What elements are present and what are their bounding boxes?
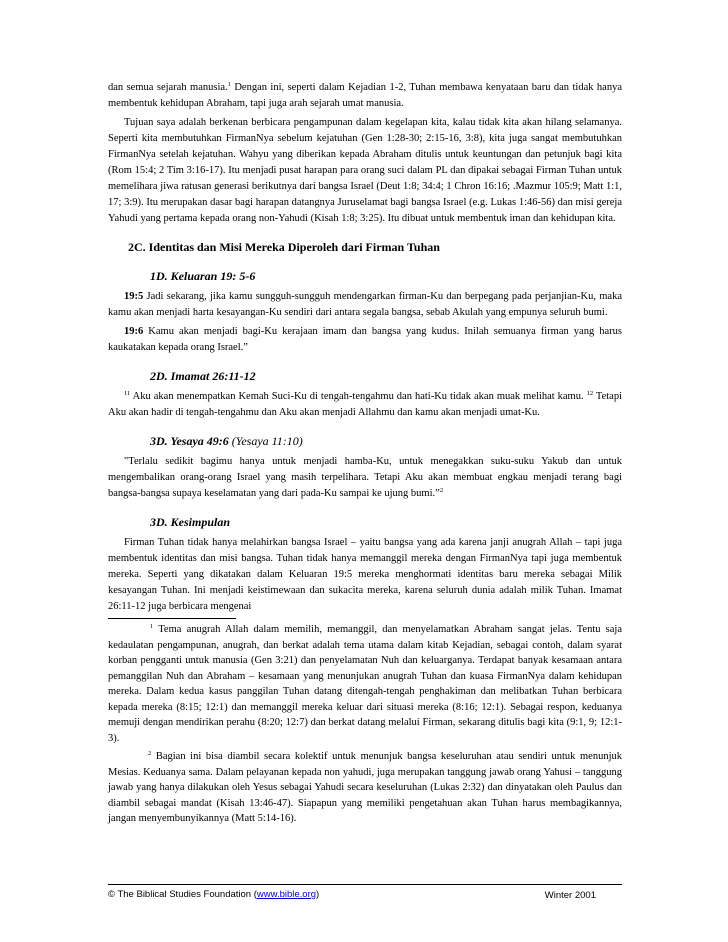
verse-26-11-12 — [108, 389, 622, 421]
footnote-ref-1[interactable]: 1 — [227, 81, 231, 88]
paragraph-tujuan: Tujuan saya adalah berkenan berbicara pengampunan dalam kegelapan kita, kalau tidak kita akan hilang selamanya. Seperti kita membutuhkan FirmanNya sebelum kejatuhan (Gen 1:28-30; 2:15-16, 3:8), kita juga sangat membutuhkan FirmanNya setelah kejatuhan. Wahyu yang diberikan kepada Abraham ditulis untuk keuntungan dan petunjuk bagi kita (Rom 15:4; 2 Tim 3:16-17). Itu menjadi pusat harapan para orang suci dalam PL dan dipakai sebagai Firman Tuhan untuk memelihara jiwa ratusan generasi berikutnya dari bangsa Israel (Deut 1:8; 34:4; 1 Chron 16:16; .Mazmur 105:9; Matt 1:1, 17; 3:9). Itu merupakan dasar bagi harapan datangnya Juruselamat bagi bangsa Israel (e.g. Lukas 1:46-56) dan misi gereja Yahudi yang pertama kepada orang non-Yahudi (Kisah 1:8; 3:25). Itu dibuat untuk membentuk iman dan kehidupan kita. — [108, 117, 622, 224]
verse-number: 19:6 — [124, 326, 144, 337]
copyright-text: © The Biblical Studies Foundation ( — [108, 889, 257, 900]
footnote-1 — [108, 622, 622, 746]
bible-org-link[interactable]: www.bible.org — [256, 889, 317, 900]
verse-number: 11 — [124, 390, 131, 397]
verse-yesaya — [108, 454, 622, 502]
footnote-ref-2[interactable]: 2 — [439, 487, 444, 494]
heading-text: 3D. Yesaya 49:6 — [150, 434, 229, 448]
footnote-text: Bagian ini bisa diambil secara kolektif untuk menunjuk bangsa keseluruhan atau sendiri untuk menunjuk Mesias. Keduanya sama. Dalam pelayanan kepada non yahudi, juga merupakan tanggung jawab orang Yahusi – tanggung jawab yang hanya dilakukan oleh Yesus sebagai Yahudi secara keseluruhan (Lukas 2:32) dan dinyatakan oleh Paulus dan diambil sebagai mandat (Kisah 13:46-47). Siapapun yang memiliki pengetahuan akan Tuhan harus membagikannya, jangan menyembunyikannya (Matt 5:14-16). — [108, 751, 622, 824]
verse-text: "Terlalu sedikit bagimu hanya untuk menjadi hamba-Ku, untuk menegakkan suku-suku Yakub dan untuk mengembalikan orang-orang Israel yang masih terpelihara. Tetapi Aku akan membuat engkau menjadi terang bagi bangsa-bangsa supaya keselamatan yang dari pada-Ku sampai ke ujung bumi.” — [108, 456, 622, 499]
verse-text: Jadi sekarang, jika kamu sungguh-sungguh mendengarkan firman-Ku dan berpegang pada perjanjian-Ku, maka kamu akan menjadi harta kesayangan-Ku sendiri dari antara segala bangsa, sebab Akulah yang empunya seluruh bumi. — [108, 291, 622, 318]
subsection-heading-1d: 1D. Keluaran 19: 5-6 — [150, 269, 256, 283]
subsection-heading-3d — [150, 432, 622, 450]
verse-number: 19:5 — [124, 291, 144, 302]
footnote-divider — [108, 618, 236, 619]
footer-date: Winter 2001 — [544, 890, 596, 901]
copyright-close: ) — [316, 889, 320, 900]
footnote-text: Tema anugrah Allah dalam memilih, memanggil, dan menyelamatkan Abraham sangat jelas. Tentu saja kedaulatan pengampunan, anugrah, dan berkat adalah tema utama dalam kitab Kejadian, sebagai contoh, dalam syarat korban pengganti untuk manusia (Gen 3:21) dan penyelamatan Nuh dan keluarganya. Terdapat banyak kesamaan antara pemanggilan Nuh dan Abraham – kesamaan yang menunjukan anugrah Tuhan dan kuasa FirmanNya dalam kehidupan mereka. Dalam kedua kasus panggilan Tuhan datang ditengah-tengah penghakiman dan melibatkan Tuhan berbicara kepada mereka (8:15; 12:1) dan memanggil mereka keluar dari situasi mereka (8:16; 12:1). Sebagai respon, keduanya memuji dengan mendirikan perahu (8:20; 12:7) dan berkat datang melalui Firman, sekarang ditulis bagi kita (9:1, 9; 12:1-3). — [108, 624, 622, 744]
verse-text: Aku akan menempatkan Kemah Suci-Ku di tengah-tengahmu dan hati-Ku tidak akan muak melihat kamu. — [130, 391, 584, 402]
verse-text: Kamu akan menjadi bagi-Ku kerajaan imam dan bangsa yang kudus. Inilah semuanya firman yang harus kaukatakan kepada orang Israel.” — [108, 326, 622, 353]
text: dan semua sejarah manusia. — [108, 82, 228, 93]
document-page — [108, 80, 622, 827]
footnote-2 — [108, 749, 622, 827]
verse-19-5 — [108, 289, 622, 321]
paragraph-intro — [108, 80, 622, 112]
footnote-number: 1 — [150, 623, 154, 630]
paragraph-kesimpulan: Firman Tuhan tidak hanya melahirkan bangsa Israel – yaitu bangsa yang ada karena janji anugrah Allah – tapi juga membentuk identitas dan misi bangsa. Tuhan tidak hanya memanggil mereka dengan FirmanNya tapi juga membentuk mereka. Seperti yang dikatakan dalam Keluaran 19:5 mereka menghormati identitas baru mereka sebagai Milik kesayangan Tuhan. Ini menjadi keistimewaan dan sukacita mereka, karena seluruh dunia adalah milik Tuhan. Imamat 26:11-12 juga berbicara mengenai — [108, 537, 622, 612]
subsection-heading-2d: 2D. Imamat 26:11-12 — [150, 369, 256, 383]
footnote-number: 2 — [148, 750, 152, 757]
heading-reference: (Yesaya 11:10) — [228, 434, 303, 448]
verse-text: Tetapi Aku akan hadir di tengah-tengahmu dan Aku akan menjadi Allahmu dan kamu akan menjadi umat-Ku. — [108, 391, 622, 418]
page-footer — [108, 884, 622, 900]
subsection-heading-kesimpulan: 3D. Kesimpulan — [150, 515, 231, 529]
section-heading-2c: 2C. Identitas dan Misi Mereka Diperoleh dari Firman Tuhan — [128, 240, 440, 254]
verse-19-6 — [108, 324, 622, 356]
verse-number: 12 — [586, 390, 594, 397]
text: Dengan ini, seperti dalam Kejadian 1-2, Tuhan membawa kenyataan baru dan tidak hanya membentuk kehidupan Abraham, tapi juga arah sejarah umat manusia. — [108, 82, 622, 109]
